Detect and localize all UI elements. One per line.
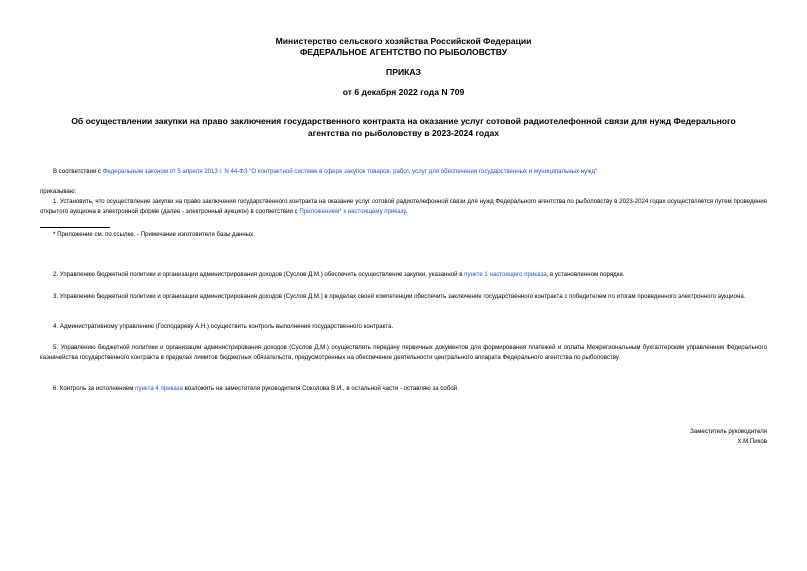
preamble-text: В соответствии с	[53, 168, 103, 175]
signer-name: Х.М.Пиков	[737, 438, 767, 445]
item-1-reference-link[interactable]: пункте 1 настоящего приказа	[464, 271, 547, 278]
document-type: ПРИКАЗ	[386, 67, 421, 77]
item-1-text: 1. Установить, что осуществление закупки на право заключения государственного контракта на оказание услуг сотовой радиотелефонной связи для нужд Федерального агентства по рыболовству в 2023-2024 годах осуществляется путем проведения открытого аукциона в электронной форме (далее - электронный аукцион) в соответствии с	[40, 198, 767, 215]
item-3: 3. Управлению бюджетной политики и организации администрирования доходов (Суслов Д.М.) в пределах своей компетенции обеспечить заключение государственного контракта с победителем по итогам проведенного электронного аукциона.	[53, 293, 746, 300]
item-4: 4. Административному управлению (Господареву А.Н.) осуществить контроль выполнения государственного контракта.	[53, 323, 394, 330]
document-title-line-2: агентства по рыболовству в 2023-2024 годах	[307, 128, 500, 138]
document-title-line-1: Об осуществлении закупки на право заключения государственного контракта на оказание услуг сотовой радиотелефонной связи для нужд Федерального	[71, 116, 736, 126]
item-6-text: 6. Контроль за исполнением	[53, 385, 136, 392]
agency-name: ФЕДЕРАЛЬНОЕ АГЕНТСТВО ПО РЫБОЛОВСТВУ	[299, 47, 508, 57]
item-1	[40, 197, 767, 216]
item-2-text: 2. Управлению бюджетной политики и организации администрирования доходов (Суслов Д.М.) обеспечить осуществление закупки, указанной в	[53, 271, 465, 278]
order-word: приказываю:	[40, 188, 77, 195]
preamble	[40, 167, 767, 177]
item-4-reference-link[interactable]: пункта 4 приказа	[135, 385, 183, 392]
signer-position: Заместитель руководителя	[690, 428, 767, 435]
item-1-suffix: .	[405, 207, 408, 215]
item-6	[40, 384, 767, 394]
document-date-number: от 6 декабря 2022 года N 709	[342, 87, 465, 97]
appendix-link[interactable]: Приложением* к настоящему приказу	[299, 207, 406, 215]
item-2-suffix: , в установленном порядке.	[546, 271, 625, 278]
footnote-separator	[40, 227, 110, 228]
item-5: 5. Управлению бюджетной политики и организации администрирования доходов (Суслов Д.М.) осуществлять передачу первичных документов для формирования платежей и оплаты Межрегиональным бухгалтерским управлением Федерального казначейства государственного контракта в пределах лимитов бюджетных обязательств, предусмотренных на обеспечение деятельности центрального аппарата Федерального агентства по рыболовству.	[40, 344, 767, 361]
ministry-name: Министерство сельского хозяйства Российской Федерации	[275, 36, 532, 46]
federal-law-link[interactable]: Федеральным законом от 5 апреля 2013 г. N 44-ФЗ "О контрактной системе в сфере закупок товаров, работ, услуг для обеспечения государственных и муниципальных нужд"	[102, 168, 598, 175]
item-2	[40, 270, 767, 280]
item-6-suffix: возложить на заместителя руководителя Соколова В.И., в остальной части - оставляю за собой.	[182, 385, 459, 392]
footnote: * Приложение см. по ссылке. - Примечание изготовителя базы данных.	[53, 231, 255, 238]
